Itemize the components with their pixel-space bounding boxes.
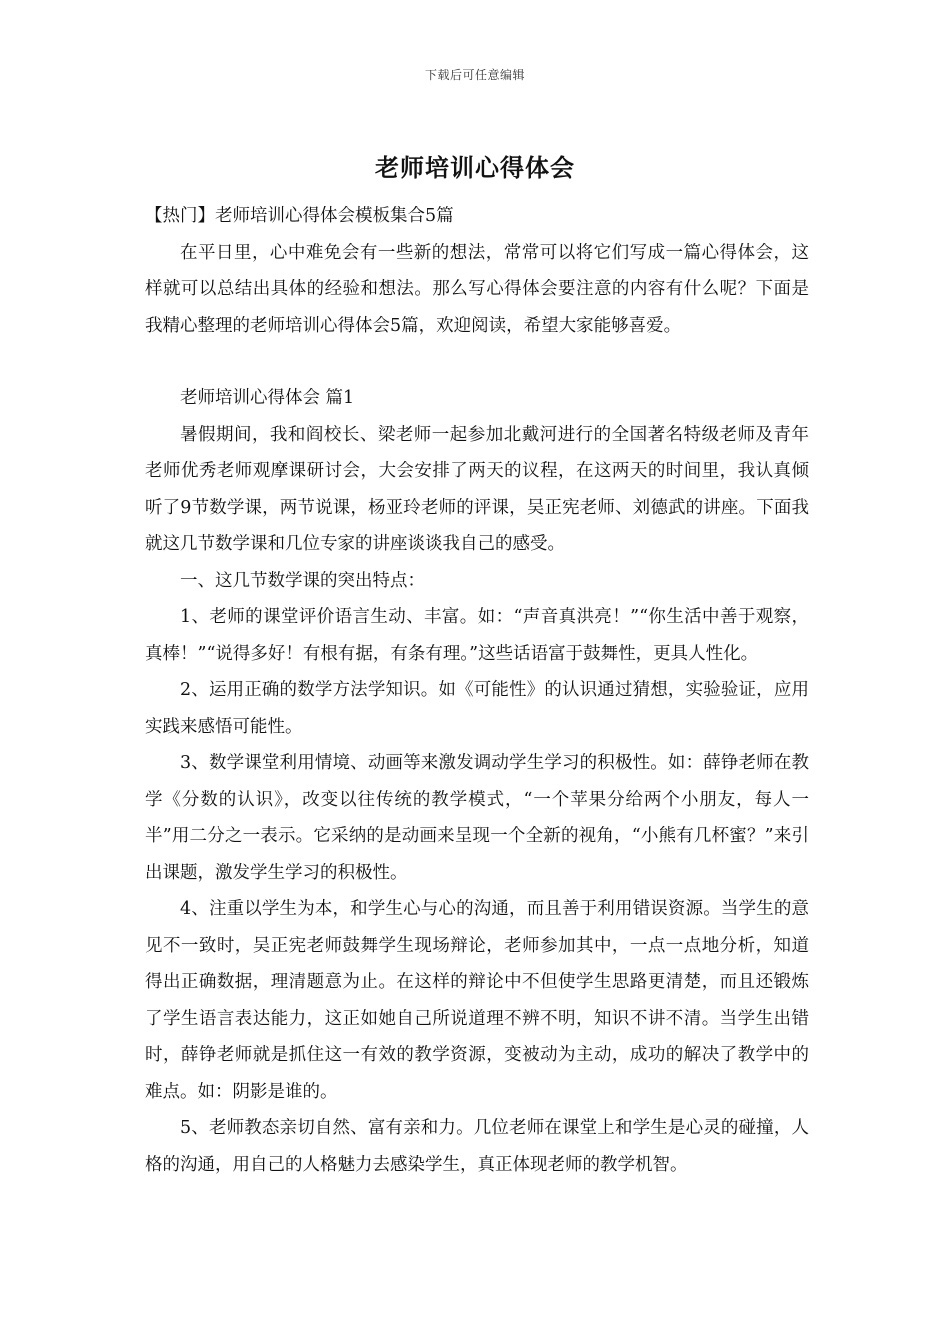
body-paragraph: 5、老师教态亲切自然、富有亲和力。几位老师在课堂上和学生是心灵的碰撞，人格的沟通，用自己的人格魅力去感染学生，真正体现老师的教学机智。 xyxy=(145,1118,809,1175)
header-note: 下载后可任意编辑 xyxy=(424,68,525,82)
section-heading: 老师培训心得体会 篇1 xyxy=(180,388,355,408)
body-paragraph: 3、数学课堂利用情境、动画等来激发调动学生学习的积极性。如：薛铮老师在教学《分数的认识》，改变以往传统的教学模式，“一个苹果分给两个小朋友，每人一半”用二分之一表示。它采纳的是动画来呈现一个全新的视角，“小熊有几杯蜜？”来引出课题，激发学生学习的积极性。 xyxy=(145,753,809,883)
body-paragraph: 2、运用正确的数学方法学知识。如《可能性》的认识通过猜想，实验验证，应用实践来感悟可能性。 xyxy=(145,680,809,737)
body-paragraph: 1、老师的课堂评价语言生动、丰富。如：“声音真洪亮！”“你生活中善于观察，真棒！”“说得多好！有根有据，有条有理。”这些话语富于鼓舞性，更具人性化。 xyxy=(145,607,809,664)
document-body xyxy=(145,198,809,1183)
intro-paragraph: 在平日里，心中难免会有一些新的想法，常常可以将它们写成一篇心得体会，这样就可以总结出具体的经验和想法。那么写心得体会要注意的内容有什么呢？下面是我精心整理的老师培训心得体会5篇，欢迎阅读，希望大家能够喜爱。 xyxy=(145,242,809,336)
body-paragraph: 暑假期间，我和阎校长、梁老师一起参加北戴河进行的全国著名特级老师及青年老师优秀老师观摩课研讨会，大会安排了两天的议程，在这两天的时间里，我认真倾听了9节数学课，两节说课，杨亚玲老师的评课，吴正宪老师、刘德武的讲座。下面我就这几节数学课和几位专家的讲座谈谈我自己的感受。 xyxy=(145,424,809,554)
body-paragraph: 一、这几节数学课的突出特点： xyxy=(180,570,425,591)
body-paragraph: 4、注重以学生为本，和学生心与心的沟通，而且善于利用错误资源。当学生的意见不一致时，吴正宪老师鼓舞学生现场辩论，老师参加其中，一点一点地分析，知道得出正确数据，理清题意为止。在这样的辩论中不但使学生思路更清楚，而且还锻炼了学生语言表达能力，这正如她自己所说道理不辨不明，知识不讲不清。当学生出错时，薛铮老师就是抓住这一有效的教学资源，变被动为主动，成功的解决了教学中的难点。如：阴影是谁的。 xyxy=(145,899,809,1102)
document-subtitle: 【热门】老师培训心得体会模板集合5篇 xyxy=(145,206,454,226)
page-title: 老师培训心得体会 xyxy=(375,153,575,182)
